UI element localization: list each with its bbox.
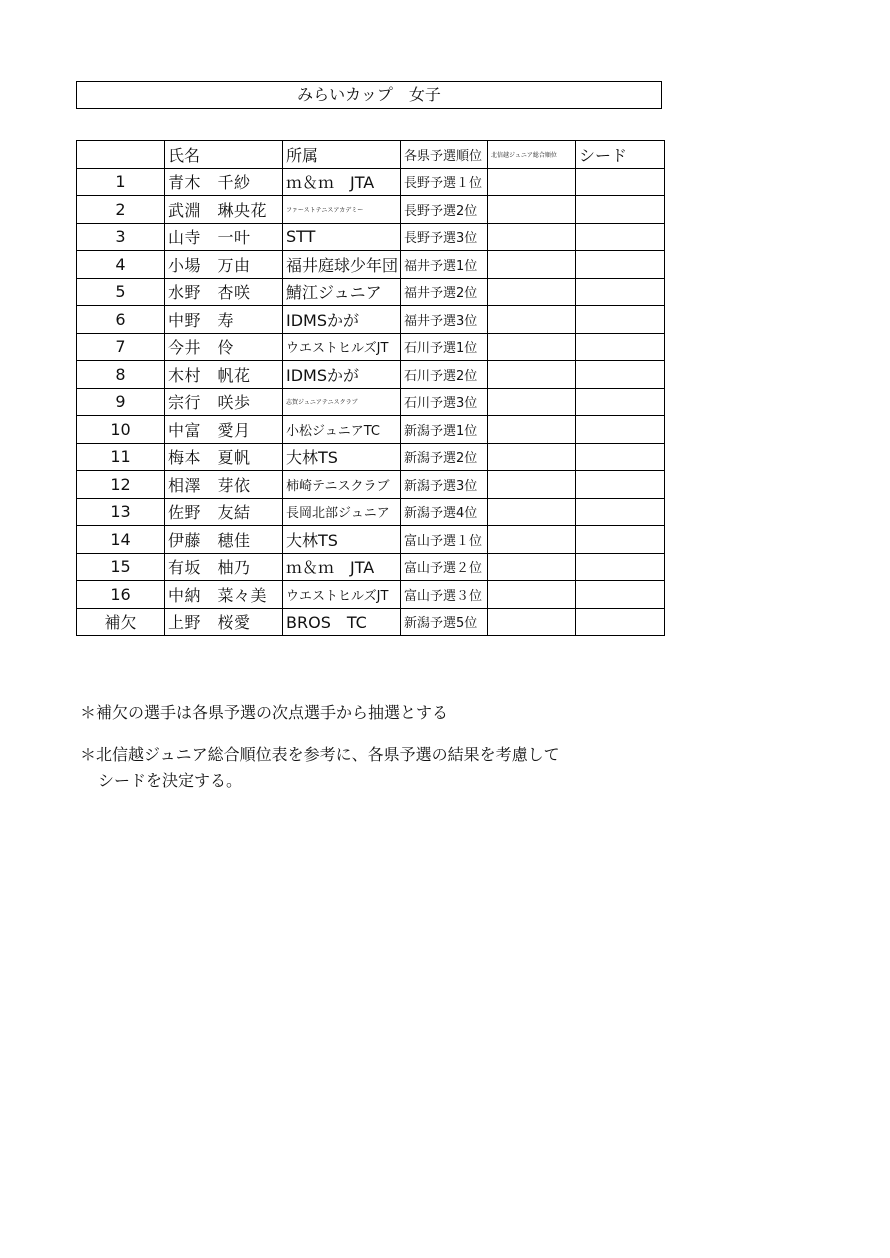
table-row — [77, 223, 665, 251]
cell-name: 水野 杏咲 — [165, 278, 283, 306]
table-row — [77, 168, 665, 196]
cell-name: 青木 千紗 — [165, 168, 283, 196]
table-row — [77, 306, 665, 334]
header-overall-rank: 北信越ジュニア総合順位 — [488, 141, 576, 169]
cell-name: 有坂 柚乃 — [165, 553, 283, 581]
header-name: 氏名 — [165, 141, 283, 169]
cell-club: STT — [283, 223, 401, 251]
table-row — [77, 278, 665, 306]
cell-overall-rank — [488, 278, 576, 306]
table-row — [77, 416, 665, 444]
note-alternate: ＊補欠の選手は各県予選の次点選手から抽選とする — [80, 703, 449, 722]
table-row — [77, 196, 665, 224]
cell-number: 16 — [77, 581, 165, 609]
table-row — [77, 471, 665, 499]
cell-club: 志賀ジュニアテニスクラブ — [283, 388, 401, 416]
header-number — [77, 141, 165, 169]
cell-number: 9 — [77, 388, 165, 416]
cell-club: 鯖江ジュニア — [283, 278, 401, 306]
table-row — [77, 361, 665, 389]
cell-seed — [576, 608, 665, 636]
cell-prefecture-rank: 福井予選1位 — [401, 251, 488, 279]
cell-prefecture-rank: 富山予選１位 — [401, 526, 488, 554]
notes — [80, 700, 780, 810]
cell-prefecture-rank: 福井予選2位 — [401, 278, 488, 306]
cell-name: 上野 桜愛 — [165, 608, 283, 636]
cell-prefecture-rank: 石川予選1位 — [401, 333, 488, 361]
cell-club: ウエストヒルズJT — [283, 333, 401, 361]
cell-seed — [576, 443, 665, 471]
cell-number: 4 — [77, 251, 165, 279]
cell-name: 伊藤 穂佳 — [165, 526, 283, 554]
cell-seed — [576, 251, 665, 279]
cell-prefecture-rank: 新潟予選5位 — [401, 608, 488, 636]
cell-seed — [576, 196, 665, 224]
cell-name: 山寺 一叶 — [165, 223, 283, 251]
table-row — [77, 581, 665, 609]
cell-prefecture-rank: 新潟予選3位 — [401, 471, 488, 499]
cell-seed — [576, 388, 665, 416]
table-row — [77, 553, 665, 581]
cell-club: IDMSかが — [283, 361, 401, 389]
table-row — [77, 333, 665, 361]
cell-club: ｍ＆ｍ JTA — [283, 553, 401, 581]
cell-overall-rank — [488, 471, 576, 499]
cell-number: 7 — [77, 333, 165, 361]
cell-name: 中野 寿 — [165, 306, 283, 334]
header-club: 所属 — [283, 141, 401, 169]
cell-prefecture-rank: 長野予選１位 — [401, 168, 488, 196]
cell-number: 12 — [77, 471, 165, 499]
note-seed — [80, 742, 780, 794]
table-header-row — [77, 141, 665, 169]
cell-seed — [576, 498, 665, 526]
cell-number: 6 — [77, 306, 165, 334]
cell-number: 1 — [77, 168, 165, 196]
cell-seed — [576, 471, 665, 499]
cell-overall-rank — [488, 416, 576, 444]
roster-table — [76, 140, 665, 636]
cell-seed — [576, 416, 665, 444]
cell-number: 2 — [77, 196, 165, 224]
cell-overall-rank — [488, 443, 576, 471]
cell-overall-rank — [488, 306, 576, 334]
table-row — [77, 608, 665, 636]
cell-seed — [576, 553, 665, 581]
cell-club: IDMSかが — [283, 306, 401, 334]
table-row — [77, 526, 665, 554]
cell-name: 木村 帆花 — [165, 361, 283, 389]
cell-prefecture-rank: 石川予選2位 — [401, 361, 488, 389]
cell-overall-rank — [488, 581, 576, 609]
cell-prefecture-rank: 新潟予選2位 — [401, 443, 488, 471]
cell-name: 佐野 友結 — [165, 498, 283, 526]
cell-overall-rank — [488, 553, 576, 581]
note-seed-line1: ＊北信越ジュニア総合順位表を参考に、各県予選の結果を考慮して — [80, 745, 560, 764]
table-row — [77, 443, 665, 471]
cell-overall-rank — [488, 361, 576, 389]
cell-club: ウエストヒルズJT — [283, 581, 401, 609]
cell-club: 長岡北部ジュニア — [283, 498, 401, 526]
cell-number: 補欠 — [77, 608, 165, 636]
cell-name: 今井 伶 — [165, 333, 283, 361]
note-seed-line2: シードを決定する。 — [98, 771, 243, 790]
table-row — [77, 251, 665, 279]
cell-overall-rank — [488, 498, 576, 526]
cell-seed — [576, 581, 665, 609]
cell-name: 小場 万由 — [165, 251, 283, 279]
table-row — [77, 388, 665, 416]
cell-prefecture-rank: 富山予選３位 — [401, 581, 488, 609]
cell-club: 大林TS — [283, 443, 401, 471]
header-prefecture-rank: 各県予選順位 — [401, 141, 488, 169]
cell-overall-rank — [488, 223, 576, 251]
cell-seed — [576, 361, 665, 389]
cell-seed — [576, 168, 665, 196]
header-seed: シード — [576, 141, 665, 169]
cell-club: 大林TS — [283, 526, 401, 554]
cell-club: 柿崎テニスクラブ — [283, 471, 401, 499]
cell-seed — [576, 526, 665, 554]
cell-name: 梅本 夏帆 — [165, 443, 283, 471]
cell-overall-rank — [488, 251, 576, 279]
cell-number: 11 — [77, 443, 165, 471]
cell-prefecture-rank: 富山予選２位 — [401, 553, 488, 581]
cell-overall-rank — [488, 333, 576, 361]
cell-number: 10 — [77, 416, 165, 444]
cell-name: 相澤 芽依 — [165, 471, 283, 499]
cell-seed — [576, 306, 665, 334]
cell-number: 8 — [77, 361, 165, 389]
page-title: みらいカップ 女子 — [76, 81, 662, 109]
cell-prefecture-rank: 新潟予選4位 — [401, 498, 488, 526]
cell-name: 中納 菜々美 — [165, 581, 283, 609]
cell-name: 武淵 琳央花 — [165, 196, 283, 224]
cell-name: 宗行 咲歩 — [165, 388, 283, 416]
cell-seed — [576, 223, 665, 251]
cell-prefecture-rank: 長野予選2位 — [401, 196, 488, 224]
cell-number: 5 — [77, 278, 165, 306]
cell-prefecture-rank: 長野予選3位 — [401, 223, 488, 251]
table-row — [77, 498, 665, 526]
cell-seed — [576, 333, 665, 361]
cell-number: 15 — [77, 553, 165, 581]
cell-prefecture-rank: 新潟予選1位 — [401, 416, 488, 444]
cell-club: ｍ＆ｍ JTA — [283, 168, 401, 196]
cell-prefecture-rank: 福井予選3位 — [401, 306, 488, 334]
cell-club: BROS TC — [283, 608, 401, 636]
cell-overall-rank — [488, 196, 576, 224]
cell-overall-rank — [488, 526, 576, 554]
cell-name: 中富 愛月 — [165, 416, 283, 444]
cell-number: 13 — [77, 498, 165, 526]
cell-overall-rank — [488, 168, 576, 196]
cell-seed — [576, 278, 665, 306]
cell-prefecture-rank: 石川予選3位 — [401, 388, 488, 416]
cell-number: 14 — [77, 526, 165, 554]
cell-club: 福井庭球少年団 — [283, 251, 401, 279]
cell-number: 3 — [77, 223, 165, 251]
cell-club: 小松ジュニアTC — [283, 416, 401, 444]
cell-overall-rank — [488, 388, 576, 416]
cell-overall-rank — [488, 608, 576, 636]
cell-club: ファーストテニスアカデミー — [283, 196, 401, 224]
